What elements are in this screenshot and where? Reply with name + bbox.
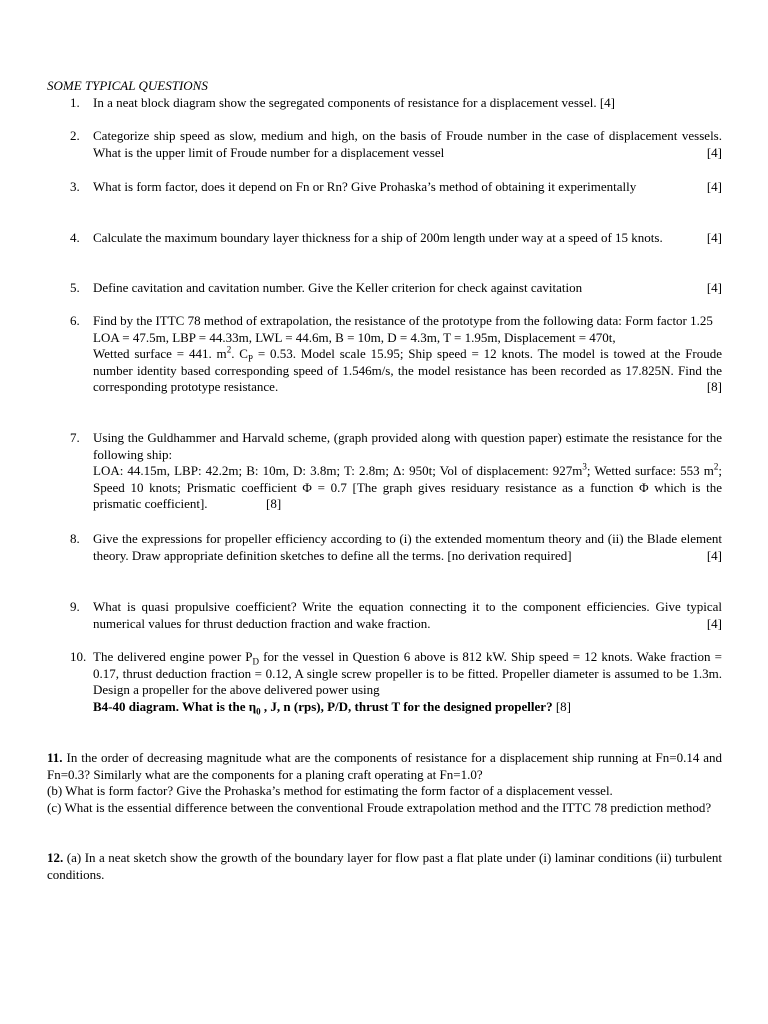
question-marks: [4]	[706, 230, 722, 245]
question-text	[93, 430, 722, 513]
text-run: , J, n (rps), P/D, thrust T for the designed propeller?	[260, 698, 553, 714]
question-number: 5.	[70, 280, 80, 295]
question-11	[47, 750, 722, 816]
question-6	[70, 313, 722, 396]
question-text	[93, 531, 722, 564]
question-number: 3.	[70, 179, 80, 194]
question-text	[93, 179, 722, 196]
question-body: (a) In a neat sketch show the growth of the boundary layer for flow past a flat plate under (i) laminar conditions (ii) turbulent conditions.	[47, 850, 723, 882]
question-number: 10.	[70, 649, 87, 664]
question-9	[70, 599, 722, 632]
question-number: 11.	[47, 750, 63, 765]
text-run: for the vessel in Question 6 above is 812 kW. Ship speed = 12 knots. Wake fraction = 0.17, thrust deduction fraction = 0.12, A single screw propeller is to be fitted. Propeller diameter is assumed to be 1.3m. Design a propeller for the above delivered power using	[93, 649, 722, 697]
question-line	[93, 346, 722, 396]
question-body: Give the expressions for propeller efficiency according to (i) the extended momentum theory and (ii) the Blade element theory. Draw appropriate definition sketches to define all the terms. [no derivation required]	[93, 531, 722, 563]
question-10	[70, 649, 722, 715]
text-run: . C	[231, 346, 248, 361]
question-marks: [4]	[706, 280, 722, 295]
question-part-b: (b) What is form factor? Give the Prohaska’s method for estimating the form factor of a displacement vessel.	[47, 783, 613, 798]
question-5	[70, 280, 722, 297]
text-run: The delivered engine power P	[93, 649, 253, 664]
question-text	[93, 230, 722, 247]
superscript: 2	[226, 344, 232, 355]
question-line	[93, 463, 722, 513]
question-number: 2.	[70, 128, 80, 143]
question-marks: [8]	[266, 496, 282, 511]
question-marks: [4]	[706, 179, 722, 194]
text-run: ; Wetted surface: 553 m	[586, 463, 714, 478]
question-body: In the order of decreasing magnitude what are the components of resistance for a displacement ship running at Fn=0.14 and Fn=0.3? Similarly what are the components for a planing craft operating at Fn=1.0?	[47, 750, 723, 782]
question-2	[70, 128, 722, 161]
text-run: B4-40 diagram. What is the η	[93, 698, 257, 714]
question-body: What is quasi propulsive coefficient? Write the equation connecting it to the component efficiencies. Give typical numerical values for thrust deduction fraction and wake fraction.	[93, 599, 722, 631]
superscript: 2	[713, 461, 719, 472]
question-body: What is form factor, does it depend on Fn or Rn? Give Prohaska’s method of obtaining it experimentally	[93, 179, 637, 194]
question-marks: [4]	[706, 615, 722, 631]
subscript: P	[247, 353, 253, 364]
question-8	[70, 531, 722, 564]
question-marks: [4]	[706, 547, 722, 563]
question-marks: [4]	[706, 144, 722, 160]
question-line: Find by the ITTC 78 method of extrapolation, the resistance of the prototype from the following data: Form factor 1.25	[93, 313, 713, 328]
question-1	[70, 95, 722, 112]
text-run: = 0.53. Model scale 15.95; Ship speed = 12 knots. The model is towed at the Froude number identity based corresponding speed of 1.546m/s, the model resistance has been recorded as 17.825N. Find the corresponding prototype resistance.	[93, 346, 723, 394]
question-marks: [8]	[706, 379, 722, 394]
question-text	[93, 280, 722, 297]
question-line: Using the Guldhammer and Harvald scheme, (graph provided along with question paper) estimate the resistance for the following ship:	[93, 430, 722, 462]
question-number: 9.	[70, 599, 80, 614]
subscript: D	[252, 656, 260, 667]
question-body: Categorize ship speed as slow, medium and high, on the basis of Froude number in the case of displacement vessels. What is the upper limit of Froude number for a displacement vessel	[93, 128, 722, 160]
question-text	[93, 599, 722, 632]
question-body: Calculate the maximum boundary layer thickness for a ship of 200m length under way at a speed of 15 knots.	[93, 230, 663, 245]
question-bold-line	[93, 699, 722, 716]
question-number: 4.	[70, 230, 80, 245]
question-number: 12.	[47, 850, 64, 865]
question-number: 8.	[70, 531, 80, 546]
question-number: 7.	[70, 430, 80, 445]
question-7	[70, 430, 722, 513]
question-4	[70, 230, 722, 247]
question-body: Define cavitation and cavitation number. Give the Keller criterion for check against cavitation	[93, 280, 583, 295]
text-run: LOA: 44.15m, LBP: 42.2m; B: 10m, D: 3.8m; T: 2.8m; Δ: 950t; Vol of displacement: 927m	[93, 463, 583, 478]
question-number: 6.	[70, 313, 80, 328]
superscript: 3	[582, 461, 587, 472]
question-text	[93, 649, 722, 715]
question-3	[70, 179, 722, 196]
text-run: Wetted surface = 441. m	[93, 346, 227, 361]
text-run: ; Speed 10 knots; Prismatic coefficient Φ = 0.7 [The graph gives residuary resistance as a function Φ which is the prismatic coefficient].	[93, 463, 722, 511]
question-text	[93, 128, 722, 161]
question-line: LOA = 47.5m, LBP = 44.33m, LWL = 44.6m, B = 10m, D = 4.3m, T = 1.95m, Displacement = 470t,	[93, 329, 616, 345]
page-heading: SOME TYPICAL QUESTIONS	[47, 78, 208, 93]
question-text	[93, 313, 722, 396]
question-number: 1.	[70, 95, 80, 110]
question-12	[47, 850, 722, 883]
question-text: In a neat block diagram show the segregated components of resistance for a displacement vessel. [4]	[93, 95, 615, 110]
subscript: 0	[256, 706, 261, 717]
question-part-c: (c) What is the essential difference between the conventional Froude extrapolation method and the ITTC 78 prediction method?	[47, 799, 712, 815]
question-marks: [8]	[555, 698, 571, 714]
